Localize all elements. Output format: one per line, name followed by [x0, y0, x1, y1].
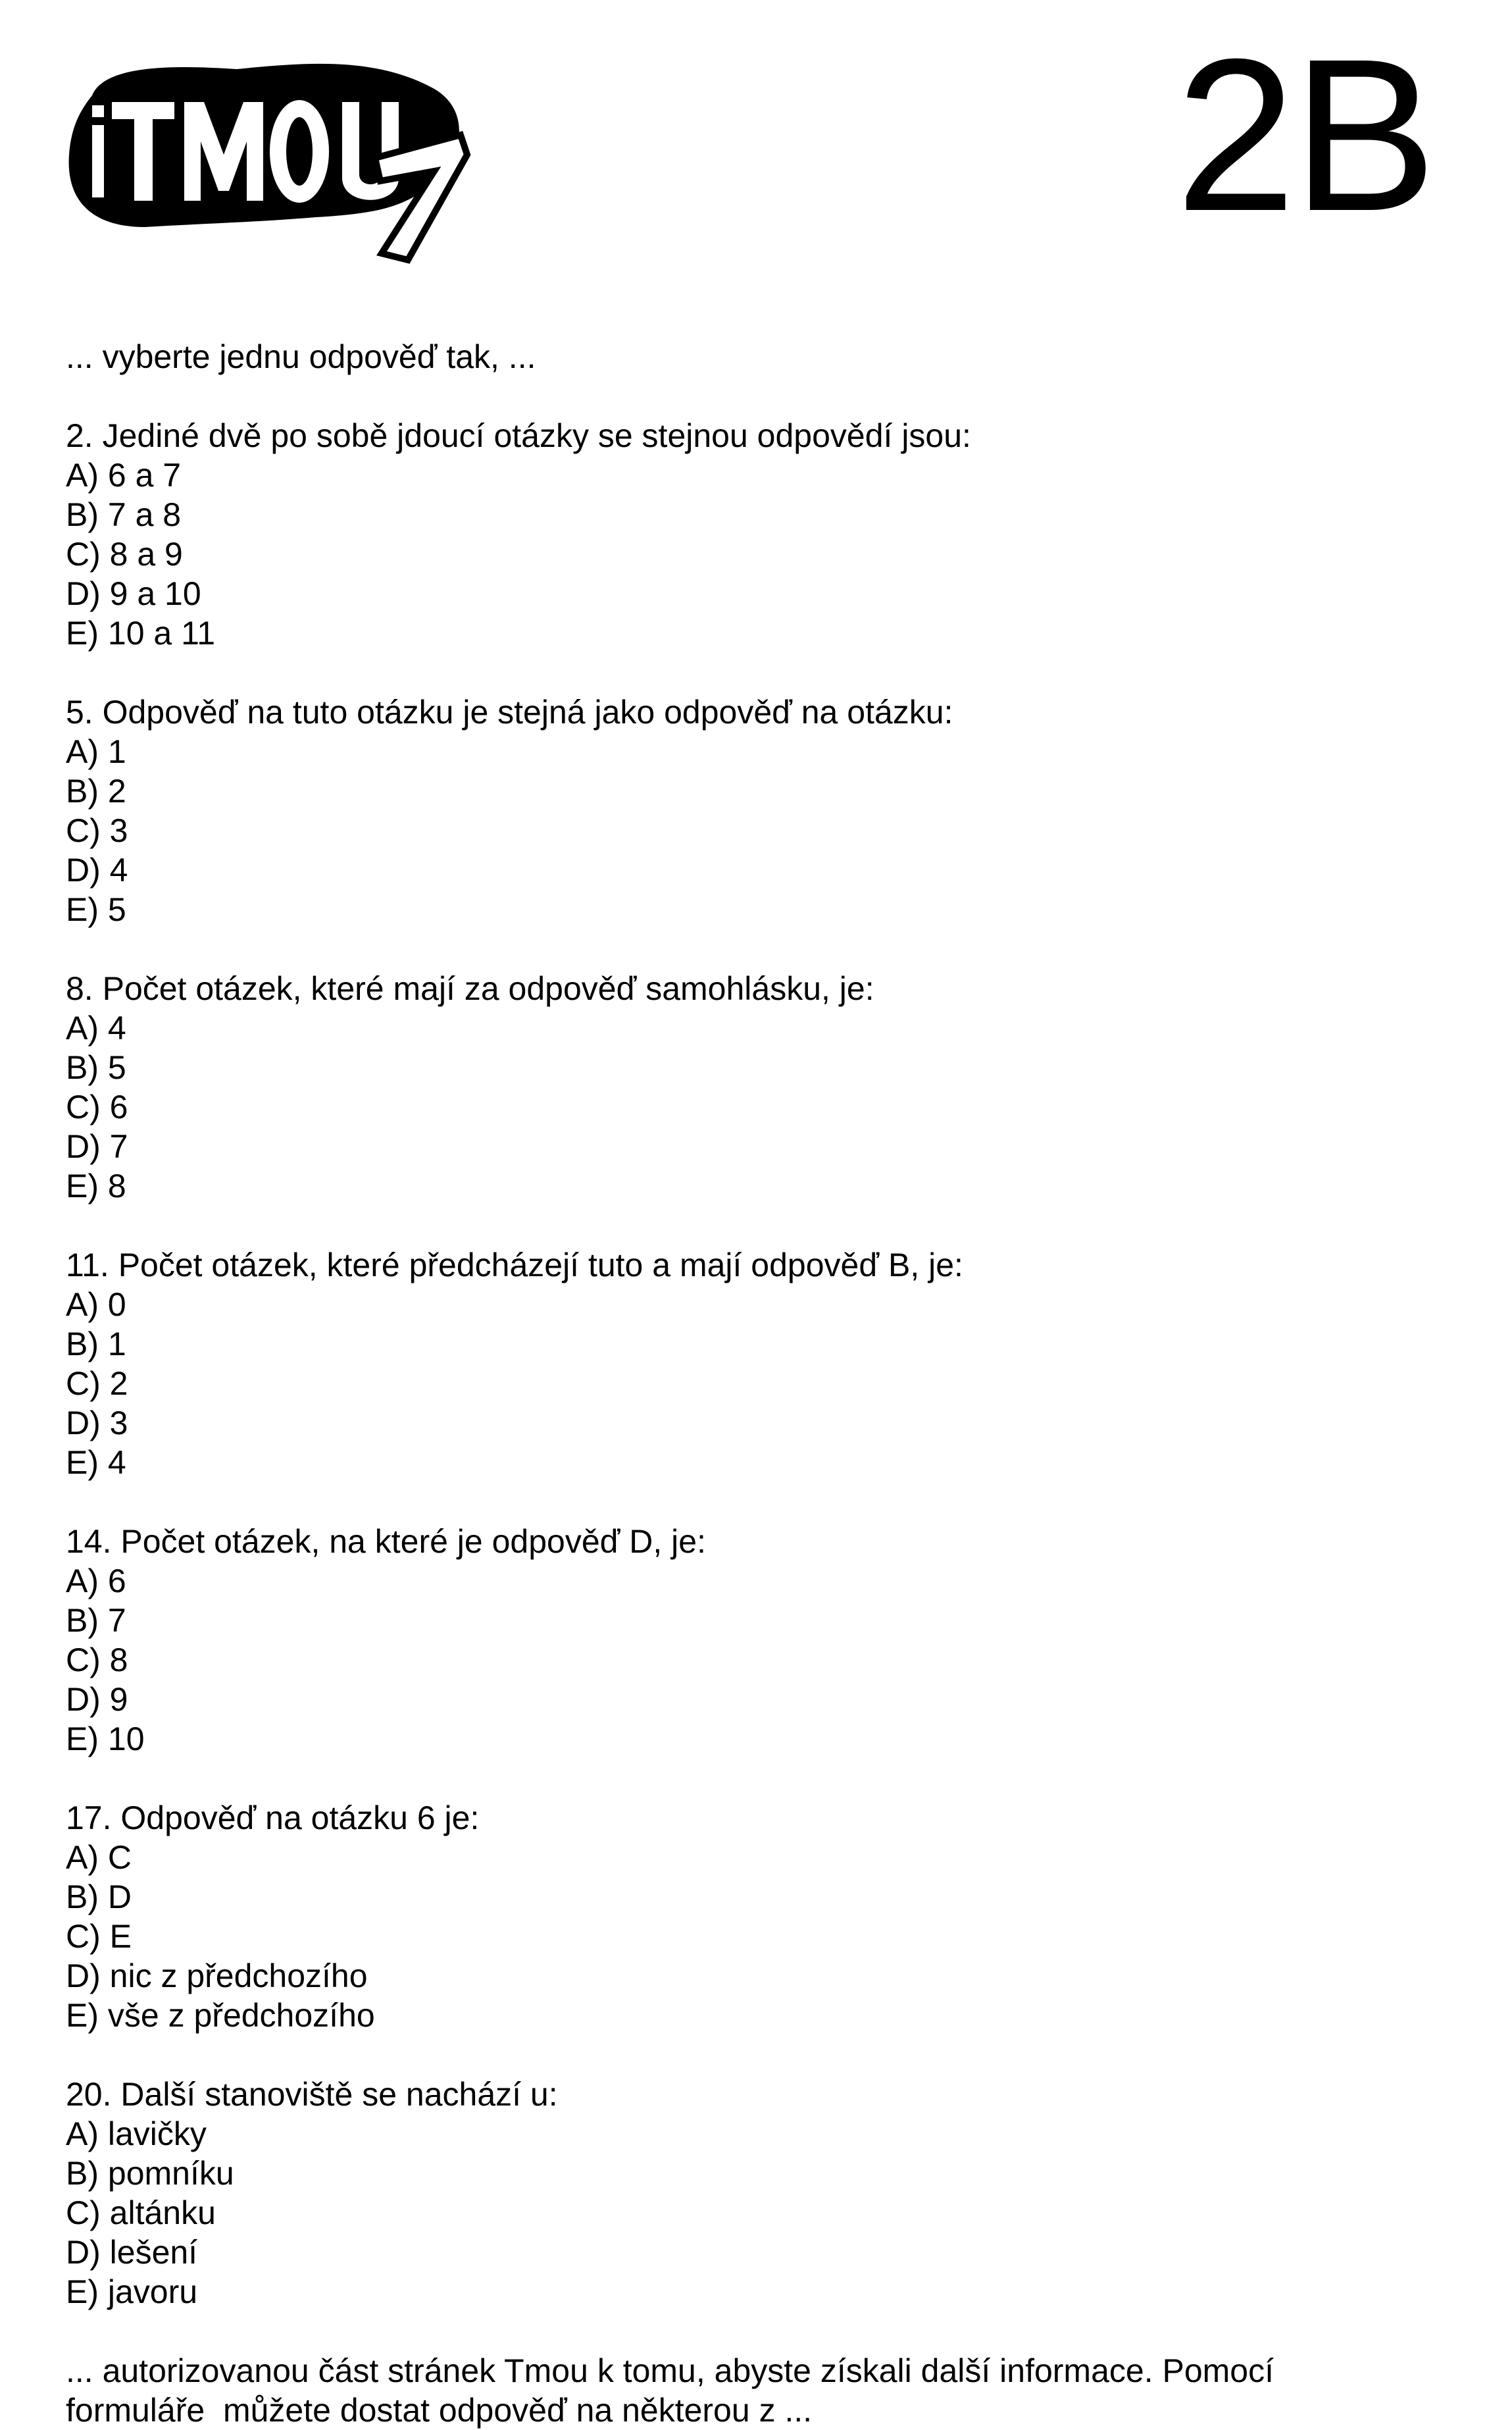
option-c: C) 8 [66, 1642, 128, 1678]
question-5 [66, 692, 1461, 929]
question-14 [66, 1522, 1461, 1759]
outro-line-2: formuláře můžete dostat odpověď na některou z ... [66, 2392, 813, 2429]
question-text: 5. Odpověď na tuto otázku je stejná jako odpověď na otázku: [66, 694, 953, 731]
option-b: B) 5 [66, 1049, 126, 1086]
option-e: E) 5 [66, 891, 126, 928]
question-text: 17. Odpověď na otázku 6 je: [66, 1799, 480, 1836]
tmou-logo [66, 49, 474, 267]
option-a: A) 4 [66, 1010, 126, 1047]
option-c: C) 3 [66, 812, 128, 849]
outro-text [66, 2351, 1461, 2430]
question-text: 2. Jediné dvě po sobě jdoucí otázky se stejnou odpovědí jsou: [66, 417, 971, 454]
option-d: D) 7 [66, 1128, 128, 1165]
option-e: E) 4 [66, 1444, 126, 1481]
option-e: E) javoru [66, 2273, 198, 2310]
option-a: A) lavičky [66, 2115, 207, 2152]
option-d: D) lešení [66, 2234, 198, 2271]
option-a: A) C [66, 1839, 132, 1876]
option-b: B) 1 [66, 1326, 126, 1362]
question-2 [66, 416, 1461, 653]
option-a: A) 0 [66, 1286, 126, 1323]
option-c: C) E [66, 1918, 132, 1955]
station-code: 2B [1175, 13, 1433, 256]
option-a: A) 6 a 7 [66, 457, 182, 494]
option-c: C) 2 [66, 1365, 128, 1402]
intro-text: ... vyberte jednu odpověď tak, ... [66, 338, 536, 375]
option-d: D) 9 [66, 1681, 128, 1718]
option-d: D) 3 [66, 1405, 128, 1441]
option-b: B) 7 [66, 1602, 126, 1639]
option-a: A) 1 [66, 733, 126, 770]
question-text: 14. Počet otázek, na které je odpověď D, je: [66, 1523, 706, 1560]
document-body [66, 337, 1461, 2430]
tmou-logo-graphic [66, 49, 474, 267]
option-e: E) vše z předchozího [66, 1997, 375, 2034]
option-b: B) pomníku [66, 2155, 234, 2192]
question-17 [66, 1798, 1461, 2035]
option-e: E) 10 [66, 1720, 145, 1757]
question-8 [66, 969, 1461, 1206]
question-11 [66, 1245, 1461, 1482]
question-text: 20. Další stanoviště se nachází u: [66, 2076, 558, 2113]
option-e: E) 10 a 11 [66, 615, 216, 652]
question-20 [66, 2075, 1461, 2312]
outro-line-1: ... autorizovanou část stránek Tmou k tomu, abyste získali další informace. Pomocí [66, 2352, 1274, 2389]
option-b: B) 7 a 8 [66, 496, 182, 533]
option-d: D) nic z předchozího [66, 1957, 368, 1994]
option-d: D) 4 [66, 852, 128, 889]
option-c: C) 8 a 9 [66, 536, 183, 573]
option-e: E) 8 [66, 1168, 126, 1204]
question-text: 8. Počet otázek, které mají za odpověď samohlásku, je: [66, 970, 874, 1007]
option-c: C) altánku [66, 2194, 216, 2231]
option-a: A) 6 [66, 1563, 126, 1599]
option-b: B) D [66, 1878, 132, 1915]
option-d: D) 9 a 10 [66, 575, 201, 612]
option-c: C) 6 [66, 1089, 128, 1125]
option-b: B) 2 [66, 773, 126, 810]
question-text: 11. Počet otázek, které předcházejí tuto a mají odpověď B, je: [66, 1247, 963, 1283]
